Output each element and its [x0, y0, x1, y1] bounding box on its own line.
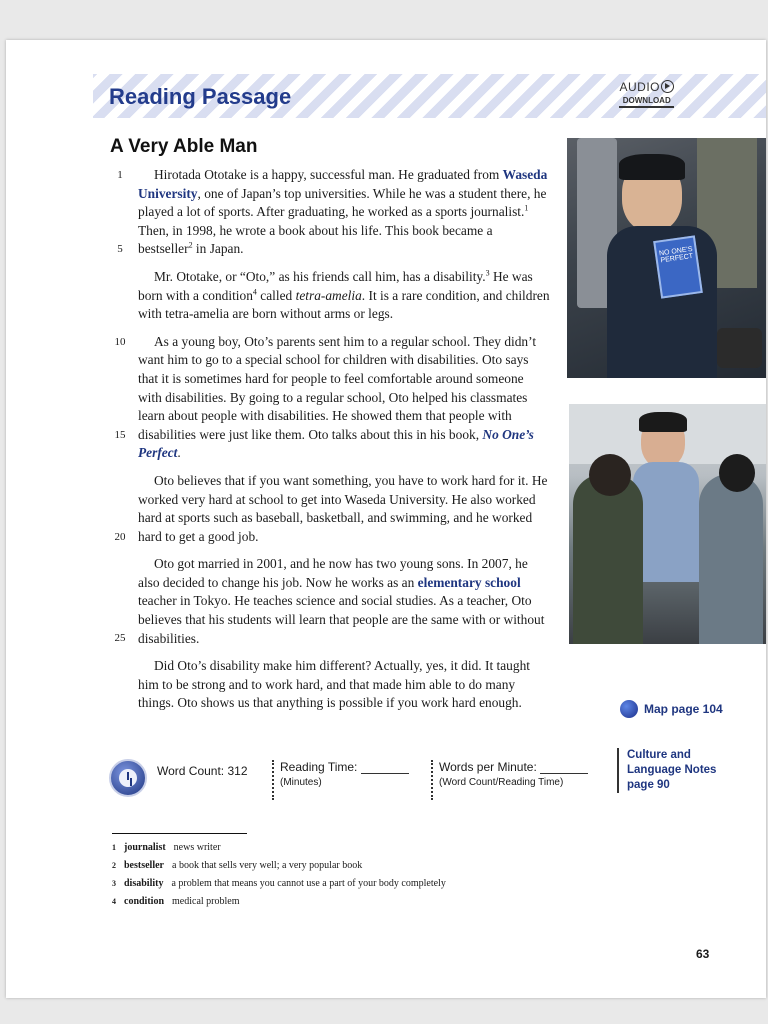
section-banner	[93, 74, 766, 118]
paragraph-3	[110, 333, 550, 463]
footnote	[112, 839, 512, 857]
photo-student	[573, 474, 643, 644]
text: Oto got married in 2001, and he now has two young sons. In 2007, he also decided to change his job. Now he works as an	[138, 556, 528, 590]
footnote-term: bestseller	[124, 860, 164, 871]
text: in Japan.	[192, 241, 244, 257]
text: .	[177, 445, 181, 461]
text: As a young boy, Oto’s parents sent him to a regular school. They didn’t want him to go to a special school for children with disabilities. Oto says that it is sometimes hard for people to feel comfortable around someone with disabilities. By going to a regular school, Oto helped his classmates learn about people with disabilities. He showed them that people with disabilities were just like them. Oto talks about this in his book,	[138, 333, 537, 442]
photo-hair	[639, 412, 687, 432]
text: called	[256, 287, 296, 303]
photo-book: NO ONE'S PERFECT	[653, 235, 703, 298]
text: teacher in Tokyo. He teaches science and social studies. As a teacher, Oto believes that his students will learn that people are the same with or without disabilities.	[138, 593, 545, 646]
footnote-rule	[112, 833, 247, 834]
footnote-marker: 4	[252, 287, 257, 297]
glossary-link[interactable]: Waseda University	[138, 167, 548, 201]
footnote-term: condition	[124, 896, 165, 907]
text: Mr. Ototake, or “Oto,” as his friends call him, has a disability.	[154, 268, 486, 284]
reading-stats	[109, 756, 609, 806]
footnote-marker: 2	[188, 240, 193, 250]
play-icon	[661, 80, 674, 93]
text: Did Oto’s disability make him different? Actually, yes, it did. It taught him to be strong and to work hard, and that made him able to do many things. Oto shows us that anything is possible if you work hard enough.	[138, 658, 530, 711]
footnote-term: journalist	[124, 842, 166, 853]
line-number: 20	[114, 530, 126, 543]
footnote-number: 3	[112, 879, 116, 888]
paragraph-4	[110, 472, 550, 546]
paragraph-1	[110, 166, 550, 259]
line-number: 1	[117, 169, 123, 181]
photo-student-head	[719, 454, 755, 492]
text: Oto believes that if you want something, you have to work hard for it. He worked very hard at school to get into Waseda University. He also worked hard at sports such as baseball, basketball, and swimming, and he worked hard to get a good job.	[138, 472, 548, 544]
line-number: 10	[114, 335, 126, 348]
article-title: A Very Able Man	[110, 136, 258, 157]
photo-student-head	[589, 454, 631, 496]
reading-time-field	[272, 760, 409, 800]
wpm-blank[interactable]	[540, 773, 588, 774]
map-page-link[interactable]	[620, 700, 723, 718]
line-number: 15	[114, 428, 126, 441]
photo-student	[699, 474, 763, 644]
photo-ototake-with-students	[569, 404, 766, 644]
line-number: 25	[114, 632, 126, 645]
text: . It is a rare condition, and children with tetra-amelia are born without arms or legs.	[138, 287, 550, 322]
photo-hair	[619, 154, 685, 180]
reading-time-blank[interactable]	[361, 773, 409, 774]
footnote-number: 1	[112, 843, 116, 852]
photo-wheelchair	[717, 328, 762, 368]
map-link-label: Map page 104	[644, 702, 723, 716]
photo-ototake-with-book	[567, 138, 766, 378]
wpm-sub: (Word Count/Reading Time)	[439, 777, 564, 788]
glossary-link[interactable]: elementary school	[417, 574, 521, 590]
line-number: 5	[117, 243, 123, 255]
text: Then, in 1998, he wrote a book about his life. This book became a bestseller	[138, 222, 493, 257]
section-title: Reading Passage	[109, 84, 292, 109]
page-number: 63	[696, 947, 710, 961]
footnote-term: disability	[124, 878, 164, 889]
footnotes	[112, 833, 512, 911]
footnote	[112, 893, 512, 911]
wpm-label: Words per Minute:	[439, 760, 537, 774]
book-title-link[interactable]: No One’s Perfect	[138, 426, 534, 461]
culture-line: Language Notes	[627, 764, 717, 776]
footnote	[112, 875, 512, 893]
reading-time-label: Reading Time:	[280, 760, 358, 774]
wpm-field	[431, 760, 588, 800]
audio-download-label: DOWNLOAD	[619, 96, 674, 108]
audio-label: AUDIO	[619, 80, 660, 94]
footnote-def: medical problem	[172, 896, 240, 907]
clock-icon	[109, 759, 147, 797]
reading-passage	[110, 166, 550, 722]
text: He was born with a condition	[138, 268, 533, 303]
footnote-marker: 1	[524, 203, 529, 213]
globe-icon	[620, 700, 638, 718]
reading-time-sub: (Minutes)	[280, 777, 322, 788]
word-count: Word Count: 312	[157, 764, 248, 778]
culture-notes-link[interactable]	[617, 748, 716, 793]
paragraph-2	[110, 268, 550, 324]
paragraph-5	[110, 555, 550, 648]
audio-download-link[interactable]	[619, 78, 674, 108]
text: , one of Japan’s top universities. While he was a student there, he played a lot of sports. After graduating, he worked as a sports journalist.	[138, 185, 547, 220]
footnote-number: 2	[112, 861, 116, 870]
textbook-page	[6, 40, 766, 998]
text: Hirotada Ototake is a happy, successful man. He graduated from	[154, 167, 503, 182]
culture-line: page 90	[627, 779, 670, 791]
term-italic: tetra-amelia	[295, 287, 362, 303]
footnote-marker: 3	[485, 268, 490, 278]
footnote-def: a problem that means you cannot use a part of your body completely	[171, 878, 446, 889]
footnote	[112, 857, 512, 875]
footnote-def: a book that sells very well; a very popular book	[172, 860, 363, 871]
footnote-number: 4	[112, 897, 116, 906]
culture-line: Culture and	[627, 749, 691, 761]
paragraph-6	[110, 657, 550, 713]
footnote-def: news writer	[173, 842, 221, 853]
